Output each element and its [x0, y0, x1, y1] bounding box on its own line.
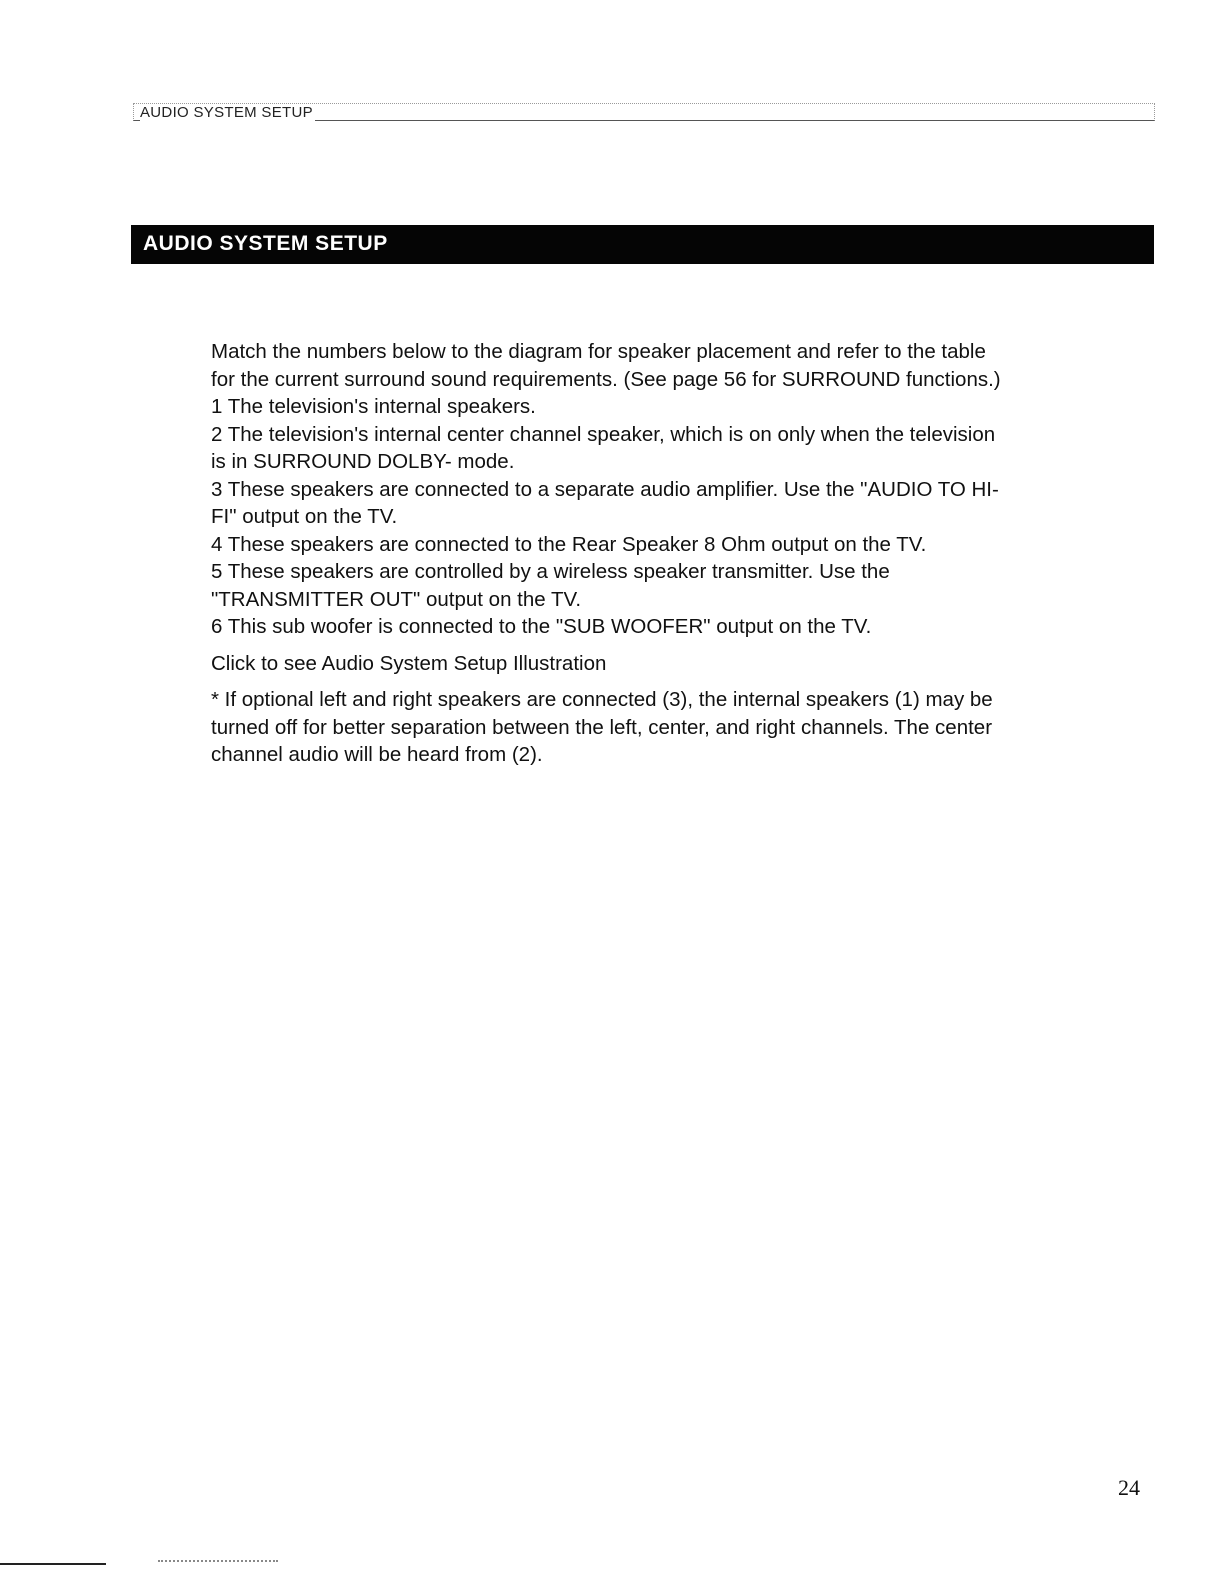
note-line: turned off for better separation between the left, center, and right channels. The center: [211, 715, 993, 739]
intro-line: for the current surround sound requirements. (See page 56 for SURROUND functions.): [211, 367, 1001, 391]
list-item: 1 The television's internal speakers.: [211, 395, 536, 418]
illustration-link[interactable]: Click to see Audio System Setup Illustration: [211, 651, 607, 675]
list-item-continuation: "TRANSMITTER OUT" output on the TV.: [211, 587, 582, 611]
list-item: 3 These speakers are connected to a separate audio amplifier. Use the "AUDIO TO HI-: [211, 477, 999, 501]
list-item: 2 The television's internal center channel speaker, which is on only when the television: [211, 422, 996, 446]
running-header-text: AUDIO SYSTEM SETUP: [140, 104, 313, 121]
list-item-continuation: FI" output on the TV.: [211, 505, 398, 528]
body-text: [211, 338, 1146, 769]
list-item: 5 These speakers are controlled by a wireless speaker transmitter. Use the: [211, 560, 890, 583]
section-title-bar: [131, 225, 1154, 264]
intro-line: Match the numbers below to the diagram for speaker placement and refer to the table: [211, 340, 986, 363]
running-header: [133, 103, 1155, 121]
section-title: AUDIO SYSTEM SETUP: [143, 232, 388, 255]
page-number: 24: [1118, 1475, 1140, 1500]
list-item: 6 This sub woofer is connected to the "SUB WOOFER" output on the TV.: [211, 615, 872, 638]
list-item-continuation: is in SURROUND DOLBY- mode.: [211, 450, 515, 473]
note-line: * If optional left and right speakers are connected (3), the internal speakers (1) may be: [211, 688, 993, 711]
footer-rule: [0, 1563, 106, 1565]
footer-marks: [158, 1560, 278, 1568]
note-line: channel audio will be heard from (2).: [211, 743, 543, 766]
list-item: 4 These speakers are connected to the Rear Speaker 8 Ohm output on the TV.: [211, 532, 927, 556]
